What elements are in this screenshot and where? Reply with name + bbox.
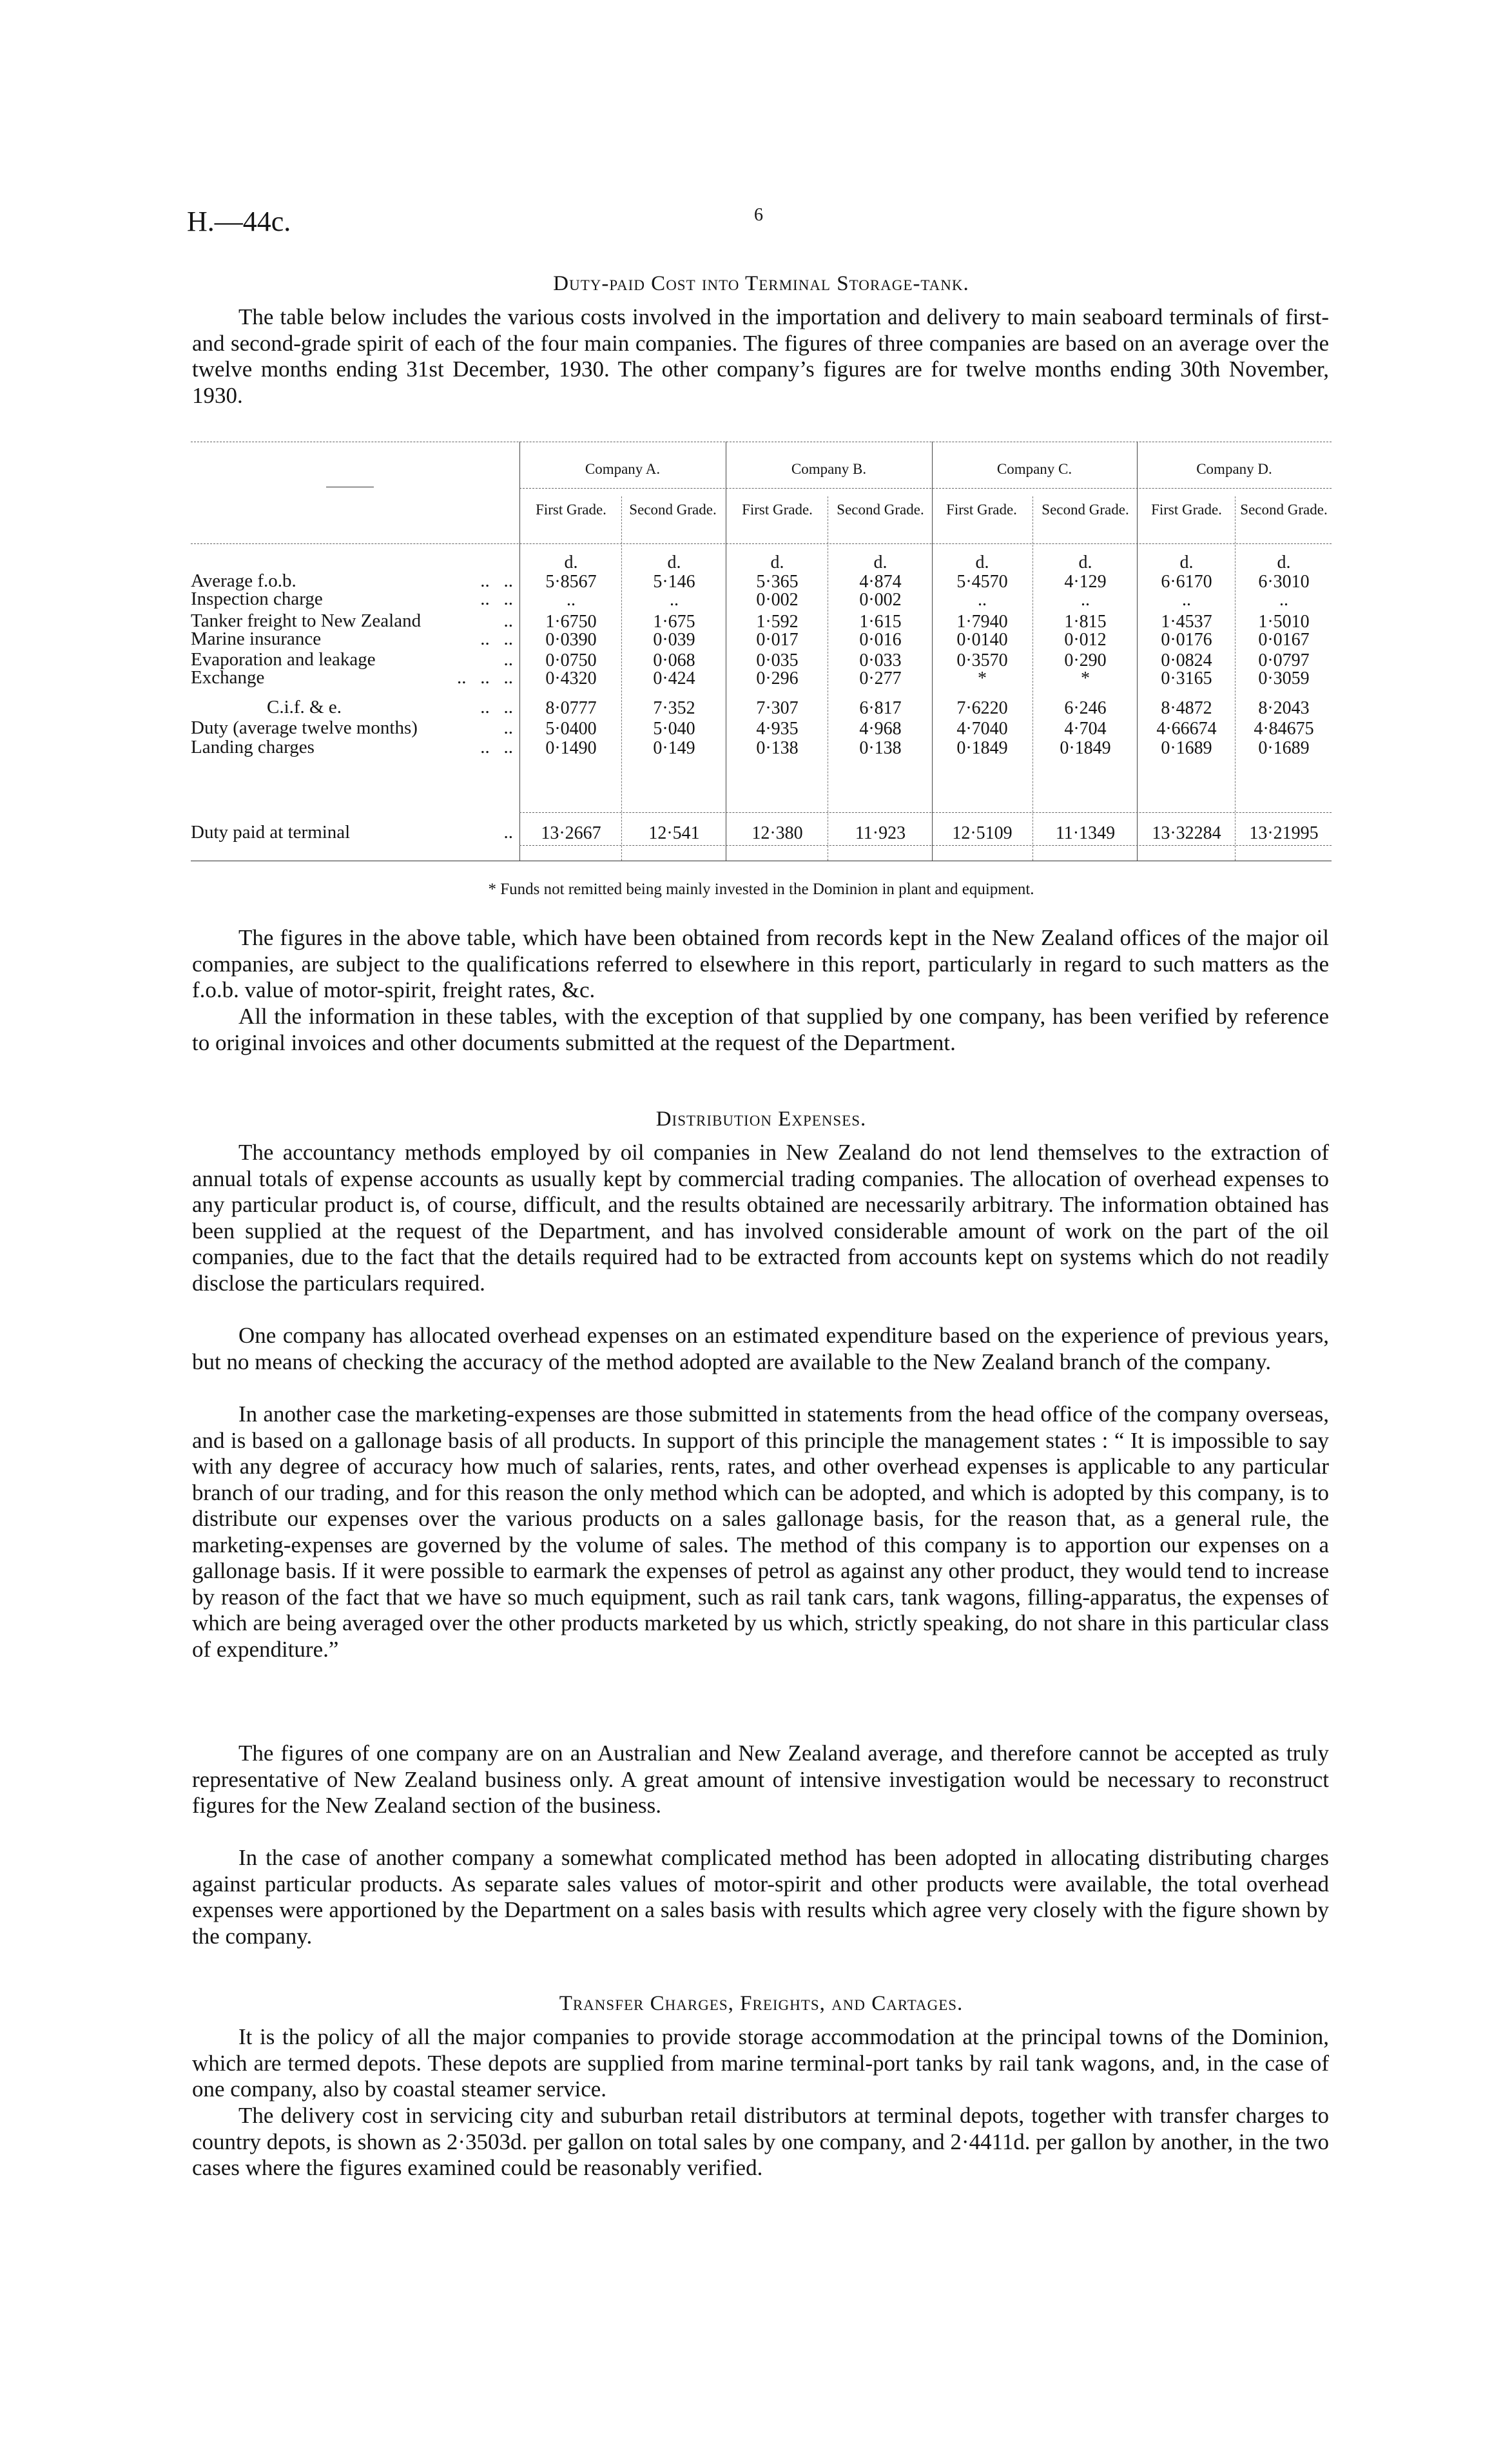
section-title-transfer-charges: Transfer Charges, Freights, and Cartages. [559,1992,964,2015]
table-cell: 6·817 [859,698,902,718]
header-bottom-rule [191,543,1332,544]
table-cell: 0·0797 [1258,650,1310,670]
company-a-second-grade-header: Second Grade. [629,502,717,518]
table-cell: 0·296 [756,668,799,688]
company-d-first-grade-header: First Grade. [1151,502,1222,518]
table-cell: 5·040 [653,719,695,739]
row-leader-dots: .. .. [480,629,513,649]
unit-label-8: d. [1277,552,1291,572]
table-cell: 4·968 [859,719,902,739]
table-cell: 6·246 [1064,698,1107,718]
table-cell: 0·290 [1064,650,1107,670]
unit-label-1: d. [564,552,578,572]
table-cell: 4·84675 [1254,719,1314,739]
table-cell: 7·6220 [956,698,1008,718]
unit-label-7: d. [1179,552,1194,572]
table-cell: 1·7940 [956,612,1008,632]
table-cell: 0·002 [859,590,902,610]
col-sep-d [1137,442,1138,861]
distribution-paragraph-4: The figures of one company are on an Australian and New Zealand average, and therefore cannot be accepted as truly representative of New Zealand business only. A great amount of intensive investigation would be necessary to reconstruct figures for the New Zealand section of the business. [192,1741,1329,1818]
table-cell: 1·592 [756,612,799,632]
distribution-paragraph-2: One company has allocated overhead expenses on an estimated expenditure based on the experience of previous years, but no means of checking the accuracy of the method adopted are available to the New Zealand branch of the company. [192,1323,1329,1374]
row-leader-dots: .. .. .. [457,667,513,688]
company-a-header: Company A. [585,461,661,477]
company-header-rule [519,488,1332,489]
table-cell: 11·923 [855,823,906,843]
company-b-second-grade-header: Second Grade. [837,502,924,518]
table-cell: 4·66674 [1156,719,1217,739]
table-cell: 13·2667 [541,823,601,843]
company-a-first-grade-header: First Grade. [536,502,606,518]
row-leader-dots: .. .. [480,589,513,609]
section-title-duty-paid-cost: Duty-paid Cost into Terminal Storage-tank. [553,272,969,295]
table-cell: 0·002 [756,590,799,610]
col-sep-a [519,442,520,861]
table-cell: 0·0750 [545,650,597,670]
table-cell: 4·704 [1064,719,1107,739]
distribution-paragraph-5: In the case of another company a somewhat complicated method has been adopted in allocating distributing charges against particular products. As separate sales values of motor-spirit and other products were available, the total overhead expenses were apportioned by the Department on a sales basis with results which agree very closely with the figure shown by the company. [192,1845,1329,1949]
row-leader-dots: .. .. [480,571,513,591]
table-cell: 5·146 [653,572,695,592]
row-label: Marine insurance [191,629,322,649]
unit-label-6: d. [1078,552,1092,572]
transfer-paragraph-1: It is the policy of all the major companies to provide storage accommodation at the principal towns of the Dominion, which are termed depots. These depots are supplied from marine terminal-port tanks by rail tank wagons, and, in the case of one company, also by coastal steamer service. [192,2024,1329,2102]
table-cell: 0·0176 [1161,630,1212,650]
row-label: Tanker freight to New Zealand [191,610,422,631]
table-cell: 0·0167 [1258,630,1310,650]
table-cell: 4·129 [1064,572,1107,592]
table-cell: 7·352 [653,698,695,718]
table-cell: 0·1689 [1258,738,1310,758]
table-cell: 0·016 [859,630,902,650]
table-cell: 11·1349 [1055,823,1116,843]
col-sep-c [932,442,933,861]
company-c-header: Company C. [996,461,1072,477]
company-c-first-grade-header: First Grade. [946,502,1017,518]
table-cell: 0·424 [653,668,695,688]
table-cell: 0·035 [756,650,799,670]
intro-paragraph: The table below includes the various costs involved in the importation and delivery to main seaboard terminals of first- and second-grade spirit of each of the four main companies. The figures of three companies are based on an average over the twelve months ending 31st December, 1930. The other company’s figures are for twelve months ending 30th November, 1930. [192,304,1329,408]
totals-rule-bottom [519,845,1332,846]
table-cell: 1·815 [1064,612,1107,632]
table-cell: 12·5109 [952,823,1013,843]
table-cell: 4·7040 [956,719,1008,739]
company-d-header: Company D. [1196,461,1272,477]
table-cell: 8·0777 [545,698,597,718]
unit-label-5: d. [975,552,989,572]
table-cell: .. [978,590,987,610]
section-title-distribution-expenses: Distribution Expenses. [655,1107,867,1131]
distribution-paragraph-1: The accountancy methods employed by oil companies in New Zealand do not lend themselves to the extraction of annual totals of expense accounts as usually kept by commercial trading companies. The allocation of overhead expenses to any particular product is, of course, difficult, and the results obtained are necessarily arbitrary. The information obtained has been supplied at the request of the Department, and has involved considerable amount of work on the part of the oil companies, due to the fact that the details required had to be extracted from accounts kept on systems which do not readily disclose the particulars required. [192,1140,1329,1296]
table-cell: 0·0390 [545,630,597,650]
table-cell: 5·4570 [956,572,1008,592]
table-cell: 1·675 [653,612,695,632]
table-cell: 6·6170 [1161,572,1212,592]
row-leader-dots: .. [503,649,513,670]
table-cell: 0·033 [859,650,902,670]
table-cell: .. [670,590,679,610]
row-label: Inspection charge [191,589,323,609]
table-cell: 0·277 [859,668,902,688]
table-cell: 0·039 [653,630,695,650]
table-cell: 0·138 [859,738,902,758]
table-cell: .. [1182,590,1191,610]
table-cell: 6·3010 [1258,572,1310,592]
table-cell: 13·21995 [1249,823,1319,843]
table-cell: 1·615 [859,612,902,632]
table-cell: 8·2043 [1258,698,1310,718]
table-cell: 0·0824 [1161,650,1212,670]
row-label: Duty paid at terminal [191,822,351,843]
row-leader-dots: .. [503,822,513,843]
table-cell: 0·3165 [1161,668,1212,688]
col-sep-a-grades [621,496,622,861]
table-cell: 5·0400 [545,719,597,739]
table-cell: 8·4872 [1161,698,1212,718]
table-cell: .. [1081,590,1090,610]
duty-paid-cost-table [191,442,1332,861]
table-cell: 5·365 [756,572,799,592]
distribution-paragraph-3: In another case the marketing-expenses are those submitted in statements from the head office of the company overseas, and is based on a gallonage basis of all products. In support of this principle the management states : “ It is impossible to say with any degree of accuracy how much of salaries, rents, rates, and other overhead expenses is applicable to any particular branch of our trading, and for this reason the only method which can be adopted, and which is adopted by this company, is to distribute our expenses over the various products on a sales gallonage basis, for the reason that, as a general rule, the marketing-expenses are governed by the volume of sales. The method of this company is to apportion our expenses on a gallonage basis. If it were possible to earmark the expenses of petrol as against any other product, they would tend to increase by reason of the fact that we have so much equipment, such as rail tank cars, tank wagons, filling-apparatus, the expenses of which are being averaged over the other products marketed by us which, strictly speaking, do not share in this particular class of expenditure.” [192,1401,1329,1662]
row-label: Landing charges [191,737,315,757]
table-cell: 0·017 [756,630,799,650]
table-cell: 0·1849 [1060,738,1111,758]
row-leader-dots: .. [503,610,513,631]
company-c-second-grade-header: Second Grade. [1042,502,1129,518]
row-leader-dots: .. [503,717,513,738]
table-cell: * [978,668,987,688]
row-leader-dots: .. .. [480,697,513,717]
table-cell: 0·3059 [1258,668,1310,688]
unit-label-3: d. [770,552,784,572]
table-cell: * [1081,668,1090,688]
table-cell: 1·5010 [1258,612,1310,632]
table-cell: 5·8567 [545,572,597,592]
table-cell: 0·1689 [1161,738,1212,758]
table-cell: 0·3570 [956,650,1008,670]
table-cell: 1·6750 [545,612,597,632]
table-cell: 13·32284 [1152,823,1221,843]
company-b-first-grade-header: First Grade. [742,502,813,518]
company-d-second-grade-header: Second Grade. [1240,502,1328,518]
table-cell: 1·4537 [1161,612,1212,632]
row-leader-dots: .. .. [480,737,513,757]
table-cell: 0·149 [653,738,695,758]
table-cell: 4·874 [859,572,902,592]
table-cell: 0·068 [653,650,695,670]
table-cell: 4·935 [756,719,799,739]
row-label: C.i.f. & e. [267,697,342,717]
transfer-paragraph-2: The delivery cost in servicing city and suburban retail distributors at terminal depots, together with transfer charges to country depots, is shown as 2·3503d. per gallon on total sales by one company, and 2·4411d. per gallon by another, in the two cases where the figures examined could be reasonably verified. [192,2103,1329,2180]
table-cell: 7·307 [756,698,799,718]
table-cell: 0·012 [1064,630,1107,650]
row-label: Duty (average twelve months) [191,717,418,738]
unit-label-2: d. [667,552,681,572]
row-label: Average f.o.b. [191,571,296,591]
col-sep-c-grades [1032,496,1033,861]
unit-label-4: d. [873,552,887,572]
table-cell: .. [567,590,576,610]
table-cell: .. [1279,590,1288,610]
row-label: Exchange [191,667,265,688]
table-cell: 0·1849 [956,738,1008,758]
body-paragraph-2: All the information in these tables, with the exception of that supplied by one company, has been verified by reference to original invoices and other documents submitted at the request of the Department. [192,1004,1329,1055]
document-reference: H.—44c. [187,206,291,237]
page-header [187,205,1328,244]
company-b-header: Company B. [791,461,867,477]
table-cell: 12·541 [648,823,700,843]
table-cell: 12·380 [751,823,803,843]
table-cell: 0·1490 [545,738,597,758]
body-paragraph-1: The figures in the above table, which have been obtained from records kept in the New Zealand offices of the major oil companies, are subject to the qualifications referred to elsewhere in this report, particularly in regard to such matters as the f.o.b. value of motor-spirit, freight rates, &c. [192,925,1329,1002]
table-cell: 0·0140 [956,630,1008,650]
totals-rule-top [519,812,1332,813]
table-cell: 0·4320 [545,668,597,688]
table-footnote: * Funds not remitted being mainly invested in the Dominion in plant and equipment. [488,881,1034,898]
page-number: 6 [754,205,763,225]
row-label: Evaporation and leakage [191,649,376,670]
table-cell: 0·138 [756,738,799,758]
